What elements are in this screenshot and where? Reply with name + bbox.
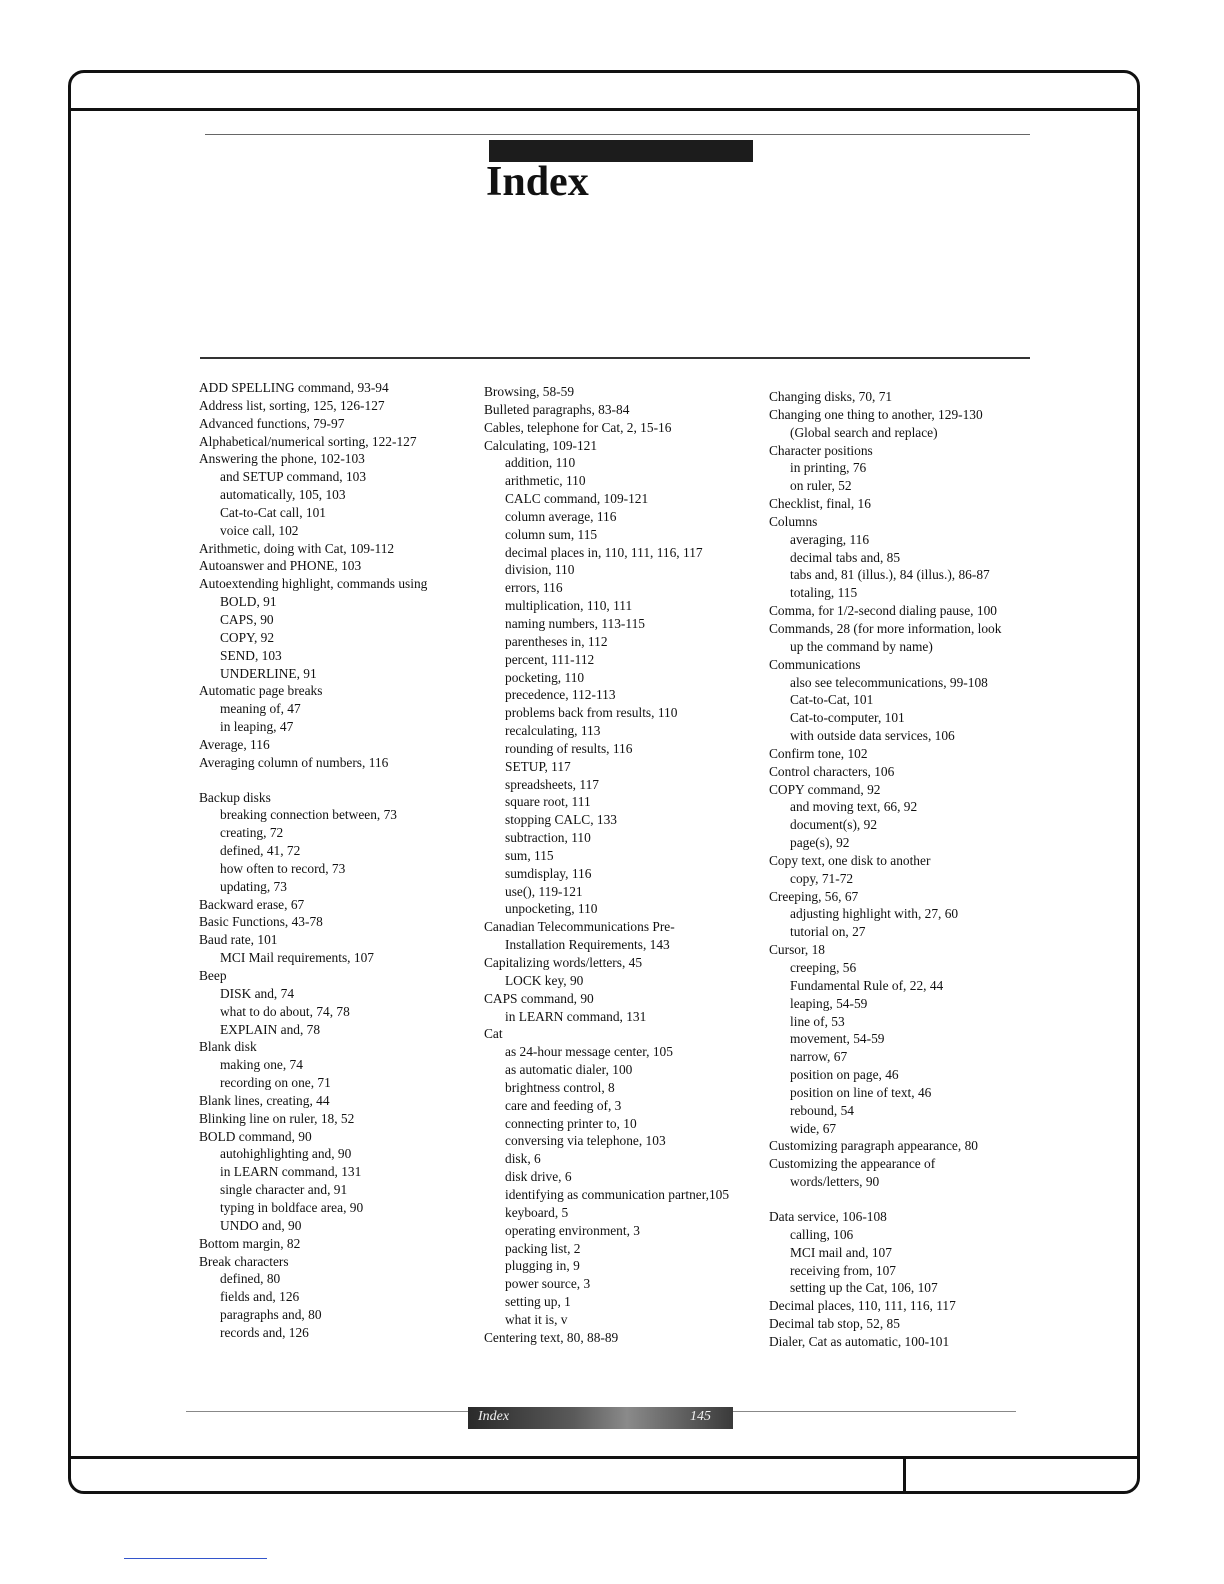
index-subentry: pocketing, 110 [505, 669, 585, 685]
frame-header-divider [68, 108, 1140, 111]
index-subentry: LOCK key, 90 [505, 972, 584, 988]
index-subentry: subtraction, 110 [505, 830, 591, 846]
index-subentry: receiving from, 107 [790, 1262, 896, 1278]
index-entry: Comma, for 1/2-second dialing pause, 100 [769, 603, 997, 619]
index-subentry: EXPLAIN and, 78 [220, 1021, 321, 1037]
index-subentry: also see telecommunications, 99-108 [790, 674, 988, 690]
index-subentry: narrow, 67 [790, 1049, 848, 1065]
index-subentry: as automatic dialer, 100 [505, 1062, 633, 1078]
index-entry: Blank lines, creating, 44 [199, 1092, 330, 1108]
index-subentry: (Global search and replace) [790, 424, 938, 440]
index-entry: Autoextending highlight, commands using [199, 576, 428, 592]
index-subentry: care and feeding of, 3 [505, 1097, 622, 1113]
link-underline [124, 1558, 267, 1559]
index-subentry: conversing via telephone, 103 [505, 1133, 666, 1149]
index-entry: Changing disks, 70, 71 [769, 389, 893, 404]
index-subentry: voice call, 102 [220, 522, 299, 538]
index-subentry: disk, 6 [505, 1151, 541, 1167]
page-title: Index [486, 159, 589, 205]
footer-label: Index [478, 1409, 510, 1424]
index-subentry: what to do about, 74, 78 [220, 1003, 350, 1019]
index-entry: Cables, telephone for Cat, 2, 15-16 [484, 419, 672, 435]
section-rule [200, 357, 1030, 359]
top-rule [205, 134, 1030, 135]
index-subentry: MCI Mail requirements, 107 [220, 950, 374, 966]
index-subentry: setting up the Cat, 106, 107 [790, 1280, 938, 1296]
index-subentry: creating, 72 [220, 825, 284, 841]
index-subentry: automatically, 105, 103 [220, 487, 346, 503]
index-subentry: updating, 73 [220, 878, 287, 894]
index-entry: ADD SPELLING command, 93-94 [199, 380, 389, 395]
index-entry: Character positions [769, 442, 873, 458]
index-entry: Bulleted paragraphs, 83-84 [484, 401, 630, 417]
index-subentry: in printing, 76 [790, 460, 867, 476]
index-subentry: SETUP, 117 [505, 758, 571, 774]
index-subentry: what it is, v [505, 1311, 568, 1327]
index-subentry: CALC command, 109-121 [505, 491, 649, 507]
index-subentry: percent, 111-112 [505, 651, 595, 667]
index-subentry: Cat-to-Cat, 101 [790, 692, 874, 708]
index-subentry: connecting printer to, 10 [505, 1115, 637, 1131]
index-entry: CAPS command, 90 [484, 990, 594, 1006]
index-subentry: in leaping, 47 [220, 719, 294, 735]
index-entry: Capitalizing words/letters, 45 [484, 955, 643, 970]
index-entry: Autoanswer and PHONE, 103 [199, 558, 362, 574]
index-subentry: fields and, 126 [220, 1289, 300, 1305]
index-entry: Customizing paragraph appearance, 80 [769, 1138, 978, 1154]
index-subentry: page(s), 92 [790, 835, 850, 851]
index-entry: Average, 116 [199, 736, 270, 752]
index-entry: Customizing the appearance of [769, 1156, 936, 1172]
index-subentry: identifying as communication partner,105 [505, 1186, 730, 1202]
index-subentry: BOLD, 91 [220, 594, 277, 610]
index-subentry: UNDERLINE, 91 [220, 665, 317, 681]
index-subentry: position on page, 46 [790, 1067, 899, 1083]
frame-footer-cell-divider [903, 1458, 906, 1494]
index-entry: Checklist, final, 16 [769, 496, 871, 512]
index-subentry: decimal tabs and, 85 [790, 549, 901, 565]
index-subentry: with outside data services, 106 [790, 728, 955, 744]
index-entry: Cat [484, 1026, 503, 1042]
index-entry: Blank disk [199, 1039, 257, 1055]
index-entry: Alphabetical/numerical sorting, 122-127 [199, 433, 417, 449]
index-subentry: Cat-to-computer, 101 [790, 710, 905, 726]
index-subentry: paragraphs and, 80 [220, 1307, 322, 1323]
index-entry: Calculating, 109-121 [484, 437, 598, 453]
index-subentry: breaking connection between, 73 [220, 807, 397, 823]
index-subentry: copy, 71-72 [790, 870, 854, 886]
index-subentry: records and, 126 [220, 1324, 309, 1340]
index-entry: Address list, sorting, 125, 126-127 [199, 397, 385, 413]
index-subentry: movement, 54-59 [790, 1031, 885, 1047]
index-subentry: spreadsheets, 117 [505, 776, 599, 792]
index-subentry: calling, 106 [790, 1226, 854, 1242]
index-entry: Centering text, 80, 88-89 [484, 1329, 619, 1345]
index-entry: Decimal places, 110, 111, 116, 117 [769, 1298, 956, 1314]
index-subentry: wide, 67 [790, 1120, 837, 1136]
index-entry: Break characters [199, 1253, 289, 1269]
index-entry: Creeping, 56, 67 [769, 888, 859, 904]
index-entry: Decimal tab stop, 52, 85 [769, 1316, 900, 1332]
index-entry: Basic Functions, 43-78 [199, 914, 323, 930]
index-entry: Confirm tone, 102 [769, 745, 868, 761]
index-subentry: square root, 111 [505, 794, 591, 810]
index-subentry: tabs and, 81 (illus.), 84 (illus.), 86-87 [790, 567, 990, 583]
index-subentry: setting up, 1 [505, 1294, 571, 1310]
index-entry: Backward erase, 67 [199, 896, 305, 912]
index-entry: Advanced functions, 79-97 [199, 415, 345, 431]
index-subentry: making one, 74 [220, 1057, 303, 1073]
index-subentry: leaping, 54-59 [790, 995, 868, 1011]
index-subentry: single character and, 91 [220, 1182, 348, 1198]
index-entry: Bottom margin, 82 [199, 1235, 301, 1251]
index-entry: Baud rate, 101 [199, 932, 278, 948]
index-entry: Commands, 28 (for more information, look [769, 620, 1002, 636]
index-subentry: use(), 119-121 [505, 883, 583, 899]
index-subentry: autohighlighting and, 90 [220, 1146, 352, 1162]
index-subentry: division, 110 [505, 562, 575, 578]
index-subentry: line of, 53 [790, 1013, 845, 1029]
index-subentry: problems back from results, 110 [505, 705, 678, 721]
index-subentry: CAPS, 90 [220, 611, 274, 627]
index-subentry: multiplication, 110, 111 [505, 598, 633, 614]
index-subentry: sum, 115 [505, 847, 554, 863]
index-subentry: naming numbers, 113-115 [505, 615, 645, 631]
index-entry: Cursor, 18 [769, 942, 826, 958]
index-entry: Columns [769, 513, 818, 529]
index-entry: Beep [199, 968, 227, 983]
index-entry: Data service, 106-108 [769, 1208, 887, 1224]
index-subentry: position on line of text, 46 [790, 1084, 932, 1100]
index-subentry: precedence, 112-113 [505, 687, 616, 703]
index-subentry: in LEARN command, 131 [220, 1164, 362, 1180]
index-subentry: decimal places in, 110, 111, 116, 117 [505, 544, 703, 560]
index-subentry: recording on one, 71 [220, 1075, 331, 1091]
index-subentry: as 24-hour message center, 105 [505, 1044, 673, 1060]
index-subentry: and moving text, 66, 92 [790, 799, 918, 815]
index-subentry: SEND, 103 [220, 647, 282, 663]
index-subentry: sumdisplay, 116 [505, 865, 592, 881]
index-subentry: and SETUP command, 103 [220, 469, 367, 485]
index-subentry: MCI mail and, 107 [790, 1244, 892, 1260]
index-column-2 [484, 383, 729, 1347]
index-entry: Arithmetic, doing with Cat, 109-112 [199, 540, 395, 556]
index-subentry: typing in boldface area, 90 [220, 1199, 364, 1215]
index-entry: Changing one thing to another, 129-130 [769, 406, 983, 422]
index-subentry: operating environment, 3 [505, 1222, 640, 1238]
index-subentry: tutorial on, 27 [790, 924, 866, 940]
index-subentry: stopping CALC, 133 [505, 812, 617, 828]
index-column-3 [769, 388, 1001, 1351]
index-subentry: unpocketing, 110 [505, 901, 598, 917]
index-subentry: creeping, 56 [790, 960, 857, 975]
index-entry: Backup disks [199, 789, 271, 805]
index-subentry: up the command by name) [790, 638, 933, 654]
index-subentry: column sum, 115 [505, 526, 598, 542]
index-subentry: power source, 3 [505, 1276, 591, 1292]
index-subentry: how often to record, 73 [220, 860, 346, 876]
index-entry: Control characters, 106 [769, 763, 895, 779]
index-subentry: DISK and, 74 [220, 985, 295, 1001]
index-subentry: keyboard, 5 [505, 1204, 569, 1220]
footer-bar [468, 1407, 733, 1429]
index-subentry: defined, 80 [220, 1271, 281, 1287]
index-subentry: column average, 116 [505, 508, 617, 524]
index-entry: Dialer, Cat as automatic, 100-101 [769, 1333, 950, 1349]
index-entry: Browsing, 58-59 [484, 384, 575, 399]
index-entry: Answering the phone, 102-103 [199, 451, 365, 467]
index-subentry: averaging, 116 [790, 531, 870, 547]
index-subentry: addition, 110 [505, 455, 576, 471]
index-entry: COPY command, 92 [769, 781, 881, 797]
index-subentry: Fundamental Rule of, 22, 44 [790, 977, 944, 993]
index-subentry: Installation Requirements, 143 [505, 937, 670, 953]
index-entry: Canadian Telecommunications Pre- [484, 919, 675, 935]
index-subentry: plugging in, 9 [505, 1258, 580, 1274]
index-column-1 [199, 379, 427, 1342]
index-entry: Blinking line on ruler, 18, 52 [199, 1110, 355, 1126]
index-subentry: document(s), 92 [790, 817, 878, 833]
index-subentry: rebound, 54 [790, 1102, 854, 1118]
index-subentry: Cat-to-Cat call, 101 [220, 504, 326, 520]
index-subentry: brightness control, 8 [505, 1079, 615, 1095]
index-subentry: meaning of, 47 [220, 701, 301, 717]
index-entry: Communications [769, 656, 861, 672]
index-entry: Copy text, one disk to another [769, 852, 931, 868]
index-subentry: UNDO and, 90 [220, 1217, 302, 1233]
index-subentry: rounding of results, 116 [505, 740, 633, 756]
index-subentry: errors, 116 [505, 580, 563, 596]
index-subentry: defined, 41, 72 [220, 843, 301, 859]
index-subentry: arithmetic, 110 [505, 473, 586, 489]
index-subentry: packing list, 2 [505, 1240, 581, 1256]
index-subentry: on ruler, 52 [790, 478, 852, 494]
index-subentry: recalculating, 113 [505, 723, 601, 739]
index-subentry: COPY, 92 [220, 629, 275, 645]
index-entry: Averaging column of numbers, 116 [199, 754, 389, 770]
index-subentry: adjusting highlight with, 27, 60 [790, 906, 959, 922]
index-subentry: parentheses in, 112 [505, 633, 608, 649]
index-entry: BOLD command, 90 [199, 1128, 312, 1144]
index-subentry: words/letters, 90 [790, 1174, 880, 1190]
index-subentry: in LEARN command, 131 [505, 1008, 647, 1024]
index-entry: Automatic page breaks [199, 683, 323, 699]
index-subentry: disk drive, 6 [505, 1169, 572, 1185]
index-subentry: totaling, 115 [790, 585, 858, 601]
frame-footer-divider [68, 1456, 1140, 1459]
page-number: 145 [690, 1409, 711, 1424]
